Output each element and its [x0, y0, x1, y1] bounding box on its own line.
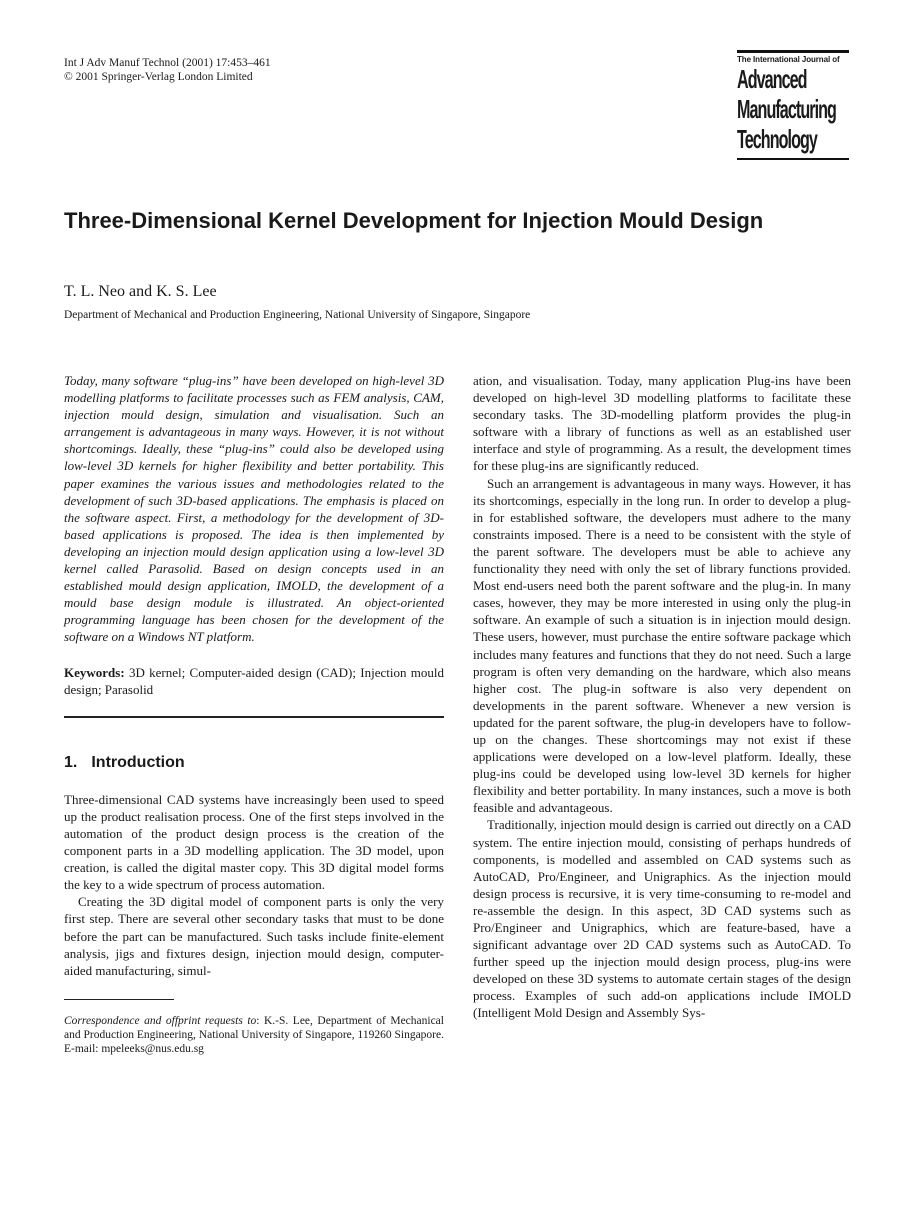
copyright-line: © 2001 Springer-Verlag London Limited: [64, 71, 253, 83]
body-paragraph: Such an arrangement is advantageous in many ways. However, it has its shortcomings, especially in the long run. In order to develop a plug-in for established software, the developers must adhere to the many constraints imposed. There is a need to be consistent with the style of the parent software. The developers must be able to achieve any functionality they need with only the set of library functions provided. Most end-users need both the parent software and the plug-in. In many cases, however, they may be more interested in using only the plug-in software. An example of such a situation is in injection mould design. These users, however, must purchase the entire software package which includes many features and functions that they do not need. Such a large program is often very demanding on the hardware, which also means higher cost. The plug-in software is also very dependent on developments in the parent software. Whenever a new version is updated for the parent software, the plug-in developers have to follow-up on the changes. These shortcomings may not exist if these applications were developed on a low-level platform. Ideally, these plug-ins could be developed using low-level 3D kernels for higher flexibility and better portability. In many instances, such a move is both feasible and advantageous.: [473, 475, 851, 816]
body-paragraph: Three-dimensional CAD systems have increasingly been used to speed up the product realisation process. One of the first steps involved in the automation of the product design process is the creation of the component parts in a 3D modelling application. The 3D model, upon creation, is called the digital master copy. This 3D digital model forms the key to a wide spectrum of process automation.: [64, 791, 444, 893]
correspondence-footnote: [64, 1014, 444, 1057]
footnote-label: Correspondence and offprint requests to: [64, 1014, 257, 1027]
authors: T. L. Neo and K. S. Lee: [64, 283, 217, 300]
keywords-text: 3D kernel; Computer-aided design (CAD); Injection mould design; Parasolid: [64, 664, 444, 697]
abstract-divider: [64, 716, 444, 718]
logo-line-manufacturing: Manufacturing: [737, 94, 836, 124]
abstract: Today, many software “plug-ins” have been developed on high-level 3D modelling platforms to facilitate processes such as FEM analysis, CAM, injection mould design, simulation and visualisation. Such an arrangement is advantageous in many ways. However, it is not without shortcomings. Ideally, these “plug-ins” could also be developed using low-level 3D kernels for higher flexibility and better portability. This paper examines the various issues and methodologies related to the development of such 3D-based applications. The emphasis is placed on the software aspect. First, a methodology for the development of 3D-based applications is proposed. The idea is then implemented by developing an injection mould design application using a low-level 3D kernel called Parasolid. Based on design concepts used in an established mould design application, IMOLD, the development of a mould base design module is illustrated. An object-oriented programming language has been chosen for the development of the software on a Windows NT platform.: [64, 373, 444, 645]
journal-logo: [737, 50, 849, 160]
keywords-label: Keywords:: [64, 664, 125, 680]
logo-kicker: The International Journal of: [737, 55, 840, 64]
right-column: [473, 372, 851, 1022]
section-number: 1.: [64, 753, 78, 771]
body-paragraph: Creating the 3D digital model of component parts is only the very first step. There are several other secondary tasks that must to be done before the part can be manufactured. Such tasks include finite-element analysis, jigs and fixtures design, injection mould design, computer-aided manufacturing, simul-: [64, 894, 444, 978]
logo-top-rule: [737, 50, 849, 53]
footnote-divider: [64, 999, 174, 1000]
paper-title: Three-Dimensional Kernel Development for Injection Mould Design: [64, 208, 764, 233]
body-paragraph: Traditionally, injection mould design is carried out directly on a CAD system. The entire injection mould, consisting of perhaps hundreds of components, is modelled and assembled on CAD systems such as AutoCAD, Pro/Engineer, and Unigraphics. As the injection mould design process is recursive, it is very time-consuming to re-model and re-assemble the design. In this aspect, 3D CAD systems such as Pro/Engineer and Unigraphics, which are feature-based, have a significant advantage over 2D CAD systems such as AutoCAD. To further speed up the injection mould design process, plug-ins were developed on these 3D systems to automate certain stages of the design process. Examples of such add-on applications include IMOLD (Intelligent Mold Design and Assembly Sys-: [473, 817, 851, 1021]
logo-line-technology: Technology: [737, 124, 817, 154]
keywords: [64, 664, 444, 698]
citation-line-1: Int J Adv Manuf Technol (2001) 17:453–461: [64, 57, 271, 69]
citation-header: [64, 56, 271, 84]
footnote-text: : K.-S. Lee, Department of Mechanical and Production Engineering, National University of Singapore, 119260 Singapore. E-mail: mpeleeks@nus.edu.sg: [64, 1014, 444, 1056]
section-title: Introduction: [91, 753, 185, 771]
section-heading-introduction: [64, 754, 444, 771]
logo-line-advanced: Advanced: [737, 64, 807, 94]
left-column: [64, 372, 444, 1056]
logo-bottom-rule: [737, 158, 849, 160]
affiliation: Department of Mechanical and Production Engineering, National University of Singapore, Singapore: [64, 309, 531, 321]
body-paragraph: ation, and visualisation. Today, many application Plug-ins have been developed on high-level 3D modelling platforms to facilitate these secondary tasks. The 3D-modelling platform provides the plug-in software with a library of functions as well as an established user interface and style of programming. As a result, the development times for these plug-ins are significantly reduced.: [473, 373, 851, 474]
